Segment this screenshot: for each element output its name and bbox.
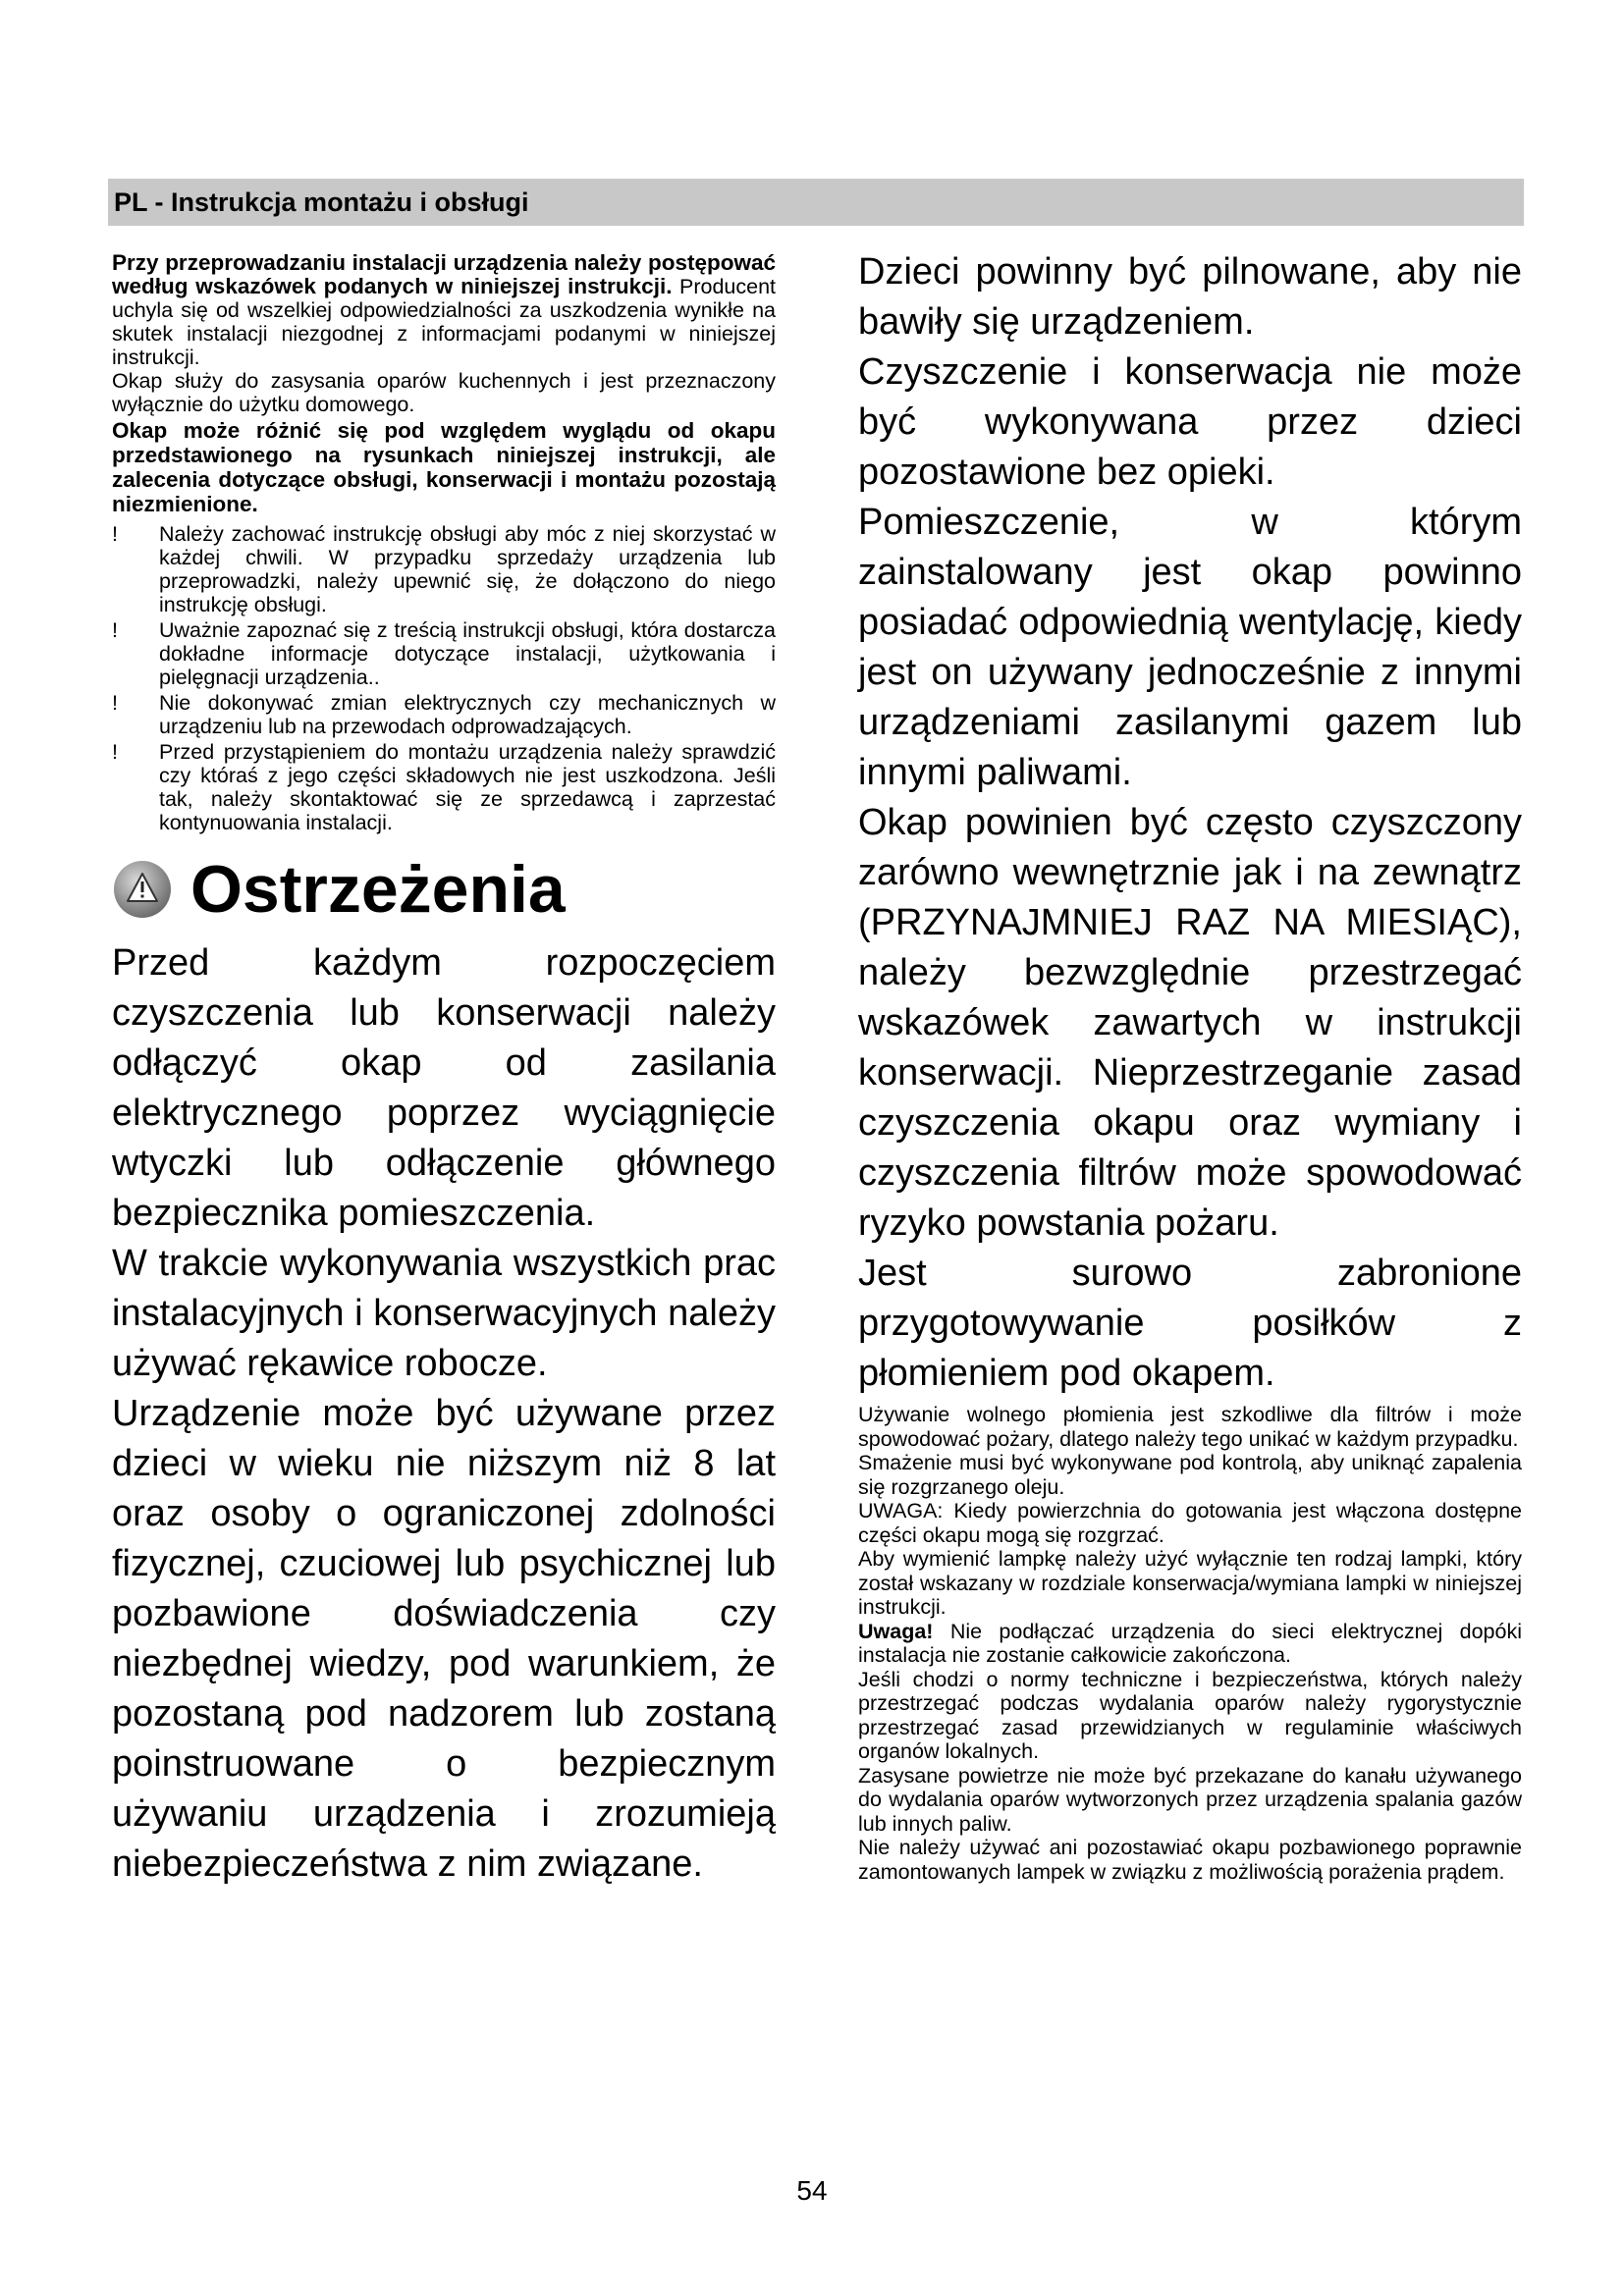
exclamation-icon: ! (112, 618, 118, 642)
safety-paragraph: Jest surowo zabronione przygotowywanie posiłków z płomieniem pod okapem. (858, 1253, 1522, 1394)
note-paragraph: Nie należy używać ani pozostawiać okapu pozbawionego poprawnie zamontowanych lampek w związku z możliwością porażenia prądem. (858, 1836, 1522, 1884)
list-item: ! Należy zachować instrukcję obsługi aby móc z niej skorzystać w każdej chwili. W przypadku sprzedaży urządzenia lub przeprowadzki, należy upewnić się, że dołączono do niego instrukcję obsługi. (112, 522, 776, 616)
warning-paragraph: Urządzenie może być używane przez dzieci w wieku nie niższym niż 8 lat oraz osoby o ograniczonej zdolności fizycznej, czuciowej lub psychicznej lub pozbawione doświadczenia czy niezbędnej wiedzy, pod warunkiem, że pozostaną pod nadzorem lub zostaną poinstruowane o bezpiecznym używaniu urządzenia i zrozumieją niebezpieczeństwa z nim związane. (112, 1393, 776, 1885)
warnings-heading (112, 848, 776, 931)
note-paragraph: Jeśli chodzi o normy techniczne i bezpieczeństwa, których należy przestrzegać podczas wydalania oparów należy rygorystycznie przestrzegać zasad przewidzianych w regulaminie właściwych organów lokalnych. (858, 1667, 1522, 1763)
notes-block (858, 1403, 1522, 1884)
list-item: ! Nie dokonywać zmian elektrycznych czy mechanicznych w urządzeniu lub na przewodach odprowadzających. (112, 691, 776, 738)
variance-paragraph: Okap może różnić się pod względem wyglądu od okapu przedstawionego na rysunkach niniejszej instrukcji, ale zalecenia dotyczące obsługi, konserwacji i montażu pozostają niezmienione. (112, 418, 776, 516)
exclamation-icon: ! (112, 691, 118, 715)
section-header (108, 179, 1524, 226)
intro-bold: Przy przeprowadzaniu instalacji urządzenia należy postępować według wskazówek podanych w niniejszej instrukcji. (112, 250, 776, 298)
right-column (858, 247, 1522, 1884)
list-item: ! Uważnie zapoznać się z treścią instrukcji obsługi, która dostarcza dokładne informacje dotyczące instalacji, użytkowania i pielęgnacji urządzenia.. (112, 618, 776, 689)
warnings-title: Ostrzeżenia (190, 852, 566, 927)
caution-paragraph: Uwaga! Nie podłączać urządzenia do sieci elektrycznej dopóki instalacja nie zostanie całkowicie zakończona. (858, 1619, 1522, 1667)
exclamation-icon: ! (112, 740, 118, 764)
note-paragraph: Smażenie musi być wykonywane pod kontrolą, aby uniknąć zapalenia się rozgrzanego oleju. (858, 1451, 1522, 1499)
warning-paragraph: Przed każdym rozpoczęciem czyszczenia lub konserwacji należy odłączyć okap od zasilania elektrycznego poprzez wyciągnięcie wtyczki lub odłączenie głównego bezpiecznika pomieszczenia. (112, 942, 776, 1234)
note-paragraph: Używanie wolnego płomienia jest szkodliwe dla filtrów i może spowodować pożary, dlatego należy tego unikać w każdym przypadku. (858, 1403, 1522, 1451)
safety-paragraph: Dzieci powinny być pilnowane, aby nie bawiły się urządzeniem. (858, 251, 1522, 343)
bullet-list (112, 522, 776, 834)
caution-label: Uwaga! (858, 1619, 934, 1643)
note-paragraph: UWAGA: Kiedy powierzchnia do gotowania jest włączona dostępne części okapu mogą się rozgrzać. (858, 1499, 1522, 1547)
exclamation-icon: ! (112, 522, 118, 546)
intro-rest: Producent uchyla się od wszelkiej odpowiedzialności za uszkodzenia wynikłe na skutek instalacji niezgodnej z informacjami podanymi w niniejszej instrukcji. (112, 275, 776, 369)
safety-paragraph: Pomieszczenie, w którym zainstalowany jest okap powinno posiadać odpowiednią wentylację, kiedy jest on używany jednocześnie z innymi urządzeniami zasilanymi gazem lub innymi paliwami. (858, 502, 1522, 793)
safety-paragraph: Czyszczenie i konserwacja nie może być wykonywana przez dzieci pozostawione bez opieki. (858, 351, 1522, 493)
section-title: PL - Instrukcja montażu i obsługi (114, 187, 529, 217)
list-item: ! Przed przystąpieniem do montażu urządzenia należy sprawdzić czy któraś z jego części składowych nie jest uszkodzona. Jeśli tak, należy skontaktować się ze sprzedawcą i zaprzestać kontynuowania instalacji. (112, 740, 776, 834)
warning-triangle-icon (112, 859, 173, 920)
note-paragraph: Zasysane powietrze nie może być przekazane do kanału używanego do wydalania oparów wytworzonych przez urządzenia spalania gazów lub innych paliw. (858, 1763, 1522, 1836)
safety-paragraph: Okap powinien być często czyszczony zarówno wewnętrznie jak i na zewnątrz (PRZYNAJMNIEJ RAZ NA MIESIĄC), należy bezwzględnie przestrzegać wskazówek zawartych w instrukcji konserwacji. Nieprzestrzeganie zasad czyszczenia okapu oraz wymiany i czyszczenia filtrów może spowodować ryzyko powstania pożaru. (858, 802, 1522, 1244)
usage-paragraph: Okap służy do zasysania oparów kuchennych i jest przeznaczony wyłącznie do użytku domowego. (112, 369, 776, 416)
intro-paragraph (112, 251, 776, 369)
warning-paragraph: W trakcie wykonywania wszystkich prac instalacyjnych i konserwacyjnych należy używać rękawice robocze. (112, 1243, 776, 1384)
page-number: 54 (796, 2175, 828, 2206)
left-column (112, 251, 776, 1890)
note-paragraph: Aby wymienić lampkę należy użyć wyłącznie ten rodzaj lampki, który został wskazany w rozdziale konserwacja/wymiana lampki w niniejszej instrukcji. (858, 1547, 1522, 1619)
